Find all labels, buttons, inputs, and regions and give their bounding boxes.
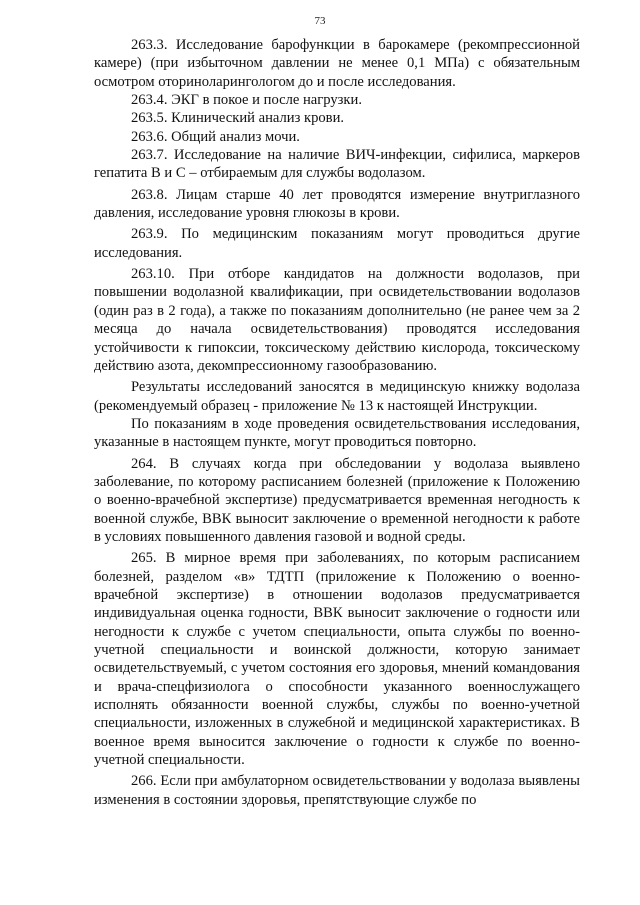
paragraph-263-6: 263.6. Общий анализ мочи.: [131, 128, 300, 145]
paragraph-repeat-tests: По показаниям в ходе проведения освидетельствования исследования, указанные в настоящем пункте, могут проводиться повторно.: [94, 415, 580, 451]
paragraph-263-9: 263.9. По медицинским показаниям могут проводиться другие исследования.: [94, 226, 580, 261]
paragraph-results: Результаты исследований заносятся в медицинскую книжку водолаза (рекомендуемый образец - приложение № 13 к настоящей Инструкции.: [94, 379, 580, 414]
paragraph-263-8: 263.8. Лицам старше 40 лет проводятся измерение внутриглазного давления, исследование уровня глюкозы в крови.: [94, 186, 580, 222]
paragraph-265: 265. В мирное время при заболеваниях, по которым расписанием болезней, разделом «в» ТДТП (приложение к Положению о военно-врачебной экспертизе) в отношении водолазов предусматривается индивидуальная оценка годности, ВВК выносит заключение о годности или негодности к службе с учетом специальности, опыта службы по военно-учетной специальности и воинской должности, которую занимает освидетельствуемый, с учетом состояния его здоровья, мнений командования и врача-спецфизиолога о способности указанного военнослужащего исполнять обязанности военной службы, службы по военно-учетной специальности, изложенных в служебной и медицинской характеристиках. В военное время выносится заключение о годности к службе по военно-учетной специальности.: [94, 550, 580, 769]
paragraph-263-7: 263.7. Исследование на наличие ВИЧ-инфекции, сифилиса, маркеров гепатита В и С – отбираемым для службы водолазом.: [94, 147, 580, 182]
paragraph-263-5: 263.5. Клинический анализ крови.: [131, 110, 345, 127]
document-body: [94, 36, 580, 809]
paragraph-264: 264. В случаях когда при обследовании у водолаза выявлено заболевание, по которому расписанием болезней (приложение к Положению о военно-врачебной экспертизе) предусматривается временная негодность к военной службе, ВВК выносит заключение о временной негодности к работе в условиях повышенного давления газовой и водной среды.: [94, 455, 580, 545]
paragraph-266: 266. Если при амбулаторном освидетельствовании у водолаза выявлены изменения в состоянии здоровья, препятствующие службе по: [94, 773, 580, 808]
paragraph-263-3: 263.3. Исследование барофункции в барокамере (рекомпрессионной камере) (при избыточном давлении не менее 0,1 МПа) с обязательным осмотром оториноларингологом до и после исследования.: [94, 37, 580, 90]
page-number: 73: [314, 15, 326, 27]
paragraph-263-10: 263.10. При отборе кандидатов на должности водолазов, при повышении водолазной квалификации, при освидетельствовании водолазов (один раз в 2 года), а также по показаниям дополнительно (не ранее чем за 2 месяца до начала освидетельствования) проводятся исследования устойчивости к гипоксии, токсическому действию кислорода, токсическому действию азота, декомпрессионному газообразованию.: [94, 266, 580, 374]
paragraph-263-4: 263.4. ЭКГ в покое и после нагрузки.: [131, 92, 362, 109]
